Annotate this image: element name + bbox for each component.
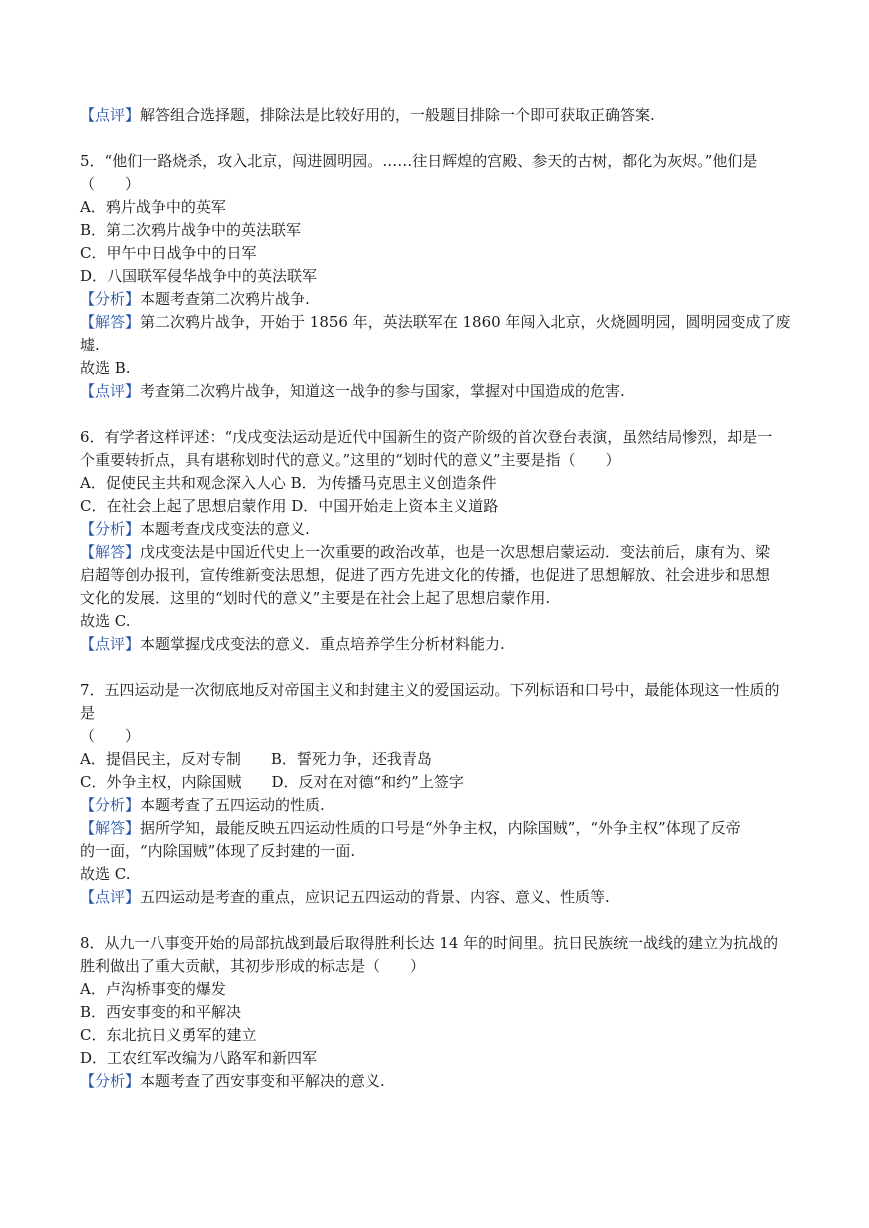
line-text: 故选 C. bbox=[80, 612, 131, 630]
line-text: 个重要转折点，具有堪称划时代的意义。”这里的“划时代的意义”主要是指（ ） bbox=[80, 451, 621, 469]
line-text: 墟. bbox=[80, 336, 100, 354]
analysis-tag: 【分析】 bbox=[80, 520, 141, 538]
review-tag: 【点评】 bbox=[80, 888, 141, 906]
line-text: （ ） bbox=[80, 727, 141, 745]
solution-continued bbox=[80, 564, 796, 587]
line-text: B．西安事变的和平解决 bbox=[80, 1003, 242, 1021]
analysis-line bbox=[80, 794, 796, 817]
question-7-stem bbox=[80, 679, 796, 702]
options-cd bbox=[80, 771, 796, 794]
solution-line bbox=[80, 311, 796, 334]
option-d bbox=[80, 265, 796, 288]
question-8-stem-continued bbox=[80, 955, 796, 978]
options-ab bbox=[80, 748, 796, 771]
review-line bbox=[80, 104, 796, 127]
solution-tag: 【解答】 bbox=[80, 819, 141, 837]
line-text: 故选 C. bbox=[80, 865, 131, 883]
review-line bbox=[80, 633, 796, 656]
question-5-stem bbox=[80, 150, 796, 173]
review-tag: 【点评】 bbox=[80, 106, 141, 124]
line-text: D．八国联军侵华战争中的英法联军 bbox=[80, 267, 318, 285]
line-text: A．促使民主共和观念深入人心 B．为传播马克思主义创造条件 bbox=[80, 474, 497, 492]
solution-tag: 【解答】 bbox=[80, 543, 141, 561]
review-tag: 【点评】 bbox=[80, 382, 141, 400]
line-text: 8．从九一八事变开始的局部抗战到最后取得胜利长达 14 年的时间里。抗日民族统一战线的建立为抗战的 bbox=[80, 934, 779, 952]
line-text: 据所学知，最能反映五四运动性质的口号是“外争主权，内除国贼”，“外争主权”体现了反帝 bbox=[140, 819, 741, 837]
line-text: 故选 B. bbox=[80, 359, 131, 377]
solution-continued bbox=[80, 840, 796, 863]
review-line bbox=[80, 886, 796, 909]
option-c bbox=[80, 1024, 796, 1047]
line-text: 6．有学者这样评述：“戊戌变法运动是近代中国新生的资产阶级的首次登台表演，虽然结局惨烈，却是一 bbox=[80, 428, 773, 446]
line-text: B．第二次鸦片战争中的英法联军 bbox=[80, 221, 302, 239]
solution-tag: 【解答】 bbox=[80, 313, 141, 331]
line-text: 本题考查第二次鸦片战争. bbox=[140, 290, 310, 308]
line-text: 戊戌变法是中国近代史上一次重要的政治改革，也是一次思想启蒙运动．变法前后，康有为、梁 bbox=[140, 543, 771, 561]
line-text: A．提倡民主，反对专制 B．誓死力争，还我青岛 bbox=[80, 750, 432, 768]
line-text: 本题掌握戊戌变法的意义．重点培养学生分析材料能力. bbox=[140, 635, 505, 653]
line-text: 5．“他们一路烧杀，攻入北京，闯进圆明园。……往日辉煌的宫殿、参天的古树，都化为灰烬。”他们是 bbox=[80, 152, 758, 170]
analysis-tag: 【分析】 bbox=[80, 290, 141, 308]
line-text: 解答组合选择题，排除法是比较好用的，一般题目排除一个即可获取正确答案. bbox=[140, 106, 655, 124]
line-text: C．外争主权，内除国贼 D．反对在对德“和约”上签字 bbox=[80, 773, 464, 791]
option-b bbox=[80, 219, 796, 242]
line-text: C．甲午中日战争中的日军 bbox=[80, 244, 257, 262]
solution-continued bbox=[80, 587, 796, 610]
line-text: 是 bbox=[80, 704, 96, 722]
line-text: 文化的发展．这里的“划时代的意义”主要是在社会上起了思想启蒙作用. bbox=[80, 589, 551, 607]
option-d bbox=[80, 1047, 796, 1070]
review-line bbox=[80, 380, 796, 403]
line-text: 第二次鸦片战争，开始于 1856 年，英法联军在 1860 年闯入北京，火烧圆明园，圆明园变成了废 bbox=[140, 313, 791, 331]
line-text: 胜利做出了重大贡献，其初步形成的标志是（ ） bbox=[80, 957, 426, 975]
answer-choice bbox=[80, 863, 796, 886]
line-text: C．在社会上起了思想启蒙作用 D．中国开始走上资本主义道路 bbox=[80, 497, 499, 515]
line-text: 考查第二次鸦片战争，知道这一战争的参与国家，掌握对中国造成的危害. bbox=[140, 382, 625, 400]
solution-line bbox=[80, 817, 796, 840]
question-7-stem-continued bbox=[80, 702, 796, 725]
option-a bbox=[80, 196, 796, 219]
question-6-stem-continued bbox=[80, 449, 796, 472]
review-tag: 【点评】 bbox=[80, 635, 141, 653]
analysis-line bbox=[80, 518, 796, 541]
line-text: A．鸦片战争中的英军 bbox=[80, 198, 226, 216]
option-a bbox=[80, 978, 796, 1001]
line-text: A．卢沟桥事变的爆发 bbox=[80, 980, 226, 998]
option-b bbox=[80, 1001, 796, 1024]
answer-choice bbox=[80, 610, 796, 633]
question-6-stem bbox=[80, 426, 796, 449]
analysis-tag: 【分析】 bbox=[80, 796, 141, 814]
line-text: C．东北抗日义勇军的建立 bbox=[80, 1026, 257, 1044]
line-text: 启超等创办报刊，宣传维新变法思想，促进了西方先进文化的传播，也促进了思想解放、社会进步和思想 bbox=[80, 566, 771, 584]
solution-line bbox=[80, 541, 796, 564]
analysis-line bbox=[80, 288, 796, 311]
line-text: 五四运动是考查的重点，应识记五四运动的背景、内容、意义、性质等. bbox=[140, 888, 610, 906]
line-text: 本题考查戊戌变法的意义. bbox=[140, 520, 310, 538]
line-text: D．工农红军改编为八路军和新四军 bbox=[80, 1049, 318, 1067]
answer-blank bbox=[80, 173, 796, 196]
line-text: （ ） bbox=[80, 175, 141, 193]
question-8-stem bbox=[80, 932, 796, 955]
analysis-tag: 【分析】 bbox=[80, 1072, 141, 1090]
solution-continued bbox=[80, 334, 796, 357]
option-c bbox=[80, 242, 796, 265]
line-text: 7．五四运动是一次彻底地反对帝国主义和封建主义的爱国运动。下列标语和口号中，最能体现这一性质的 bbox=[80, 681, 780, 699]
options-ab bbox=[80, 472, 796, 495]
line-text: 的一面，“内除国贼”体现了反封建的一面. bbox=[80, 842, 356, 860]
answer-choice bbox=[80, 357, 796, 380]
options-cd bbox=[80, 495, 796, 518]
analysis-line bbox=[80, 1070, 796, 1093]
line-text: 本题考查了五四运动的性质. bbox=[140, 796, 325, 814]
answer-blank bbox=[80, 725, 796, 748]
line-text: 本题考查了西安事变和平解决的意义. bbox=[140, 1072, 385, 1090]
